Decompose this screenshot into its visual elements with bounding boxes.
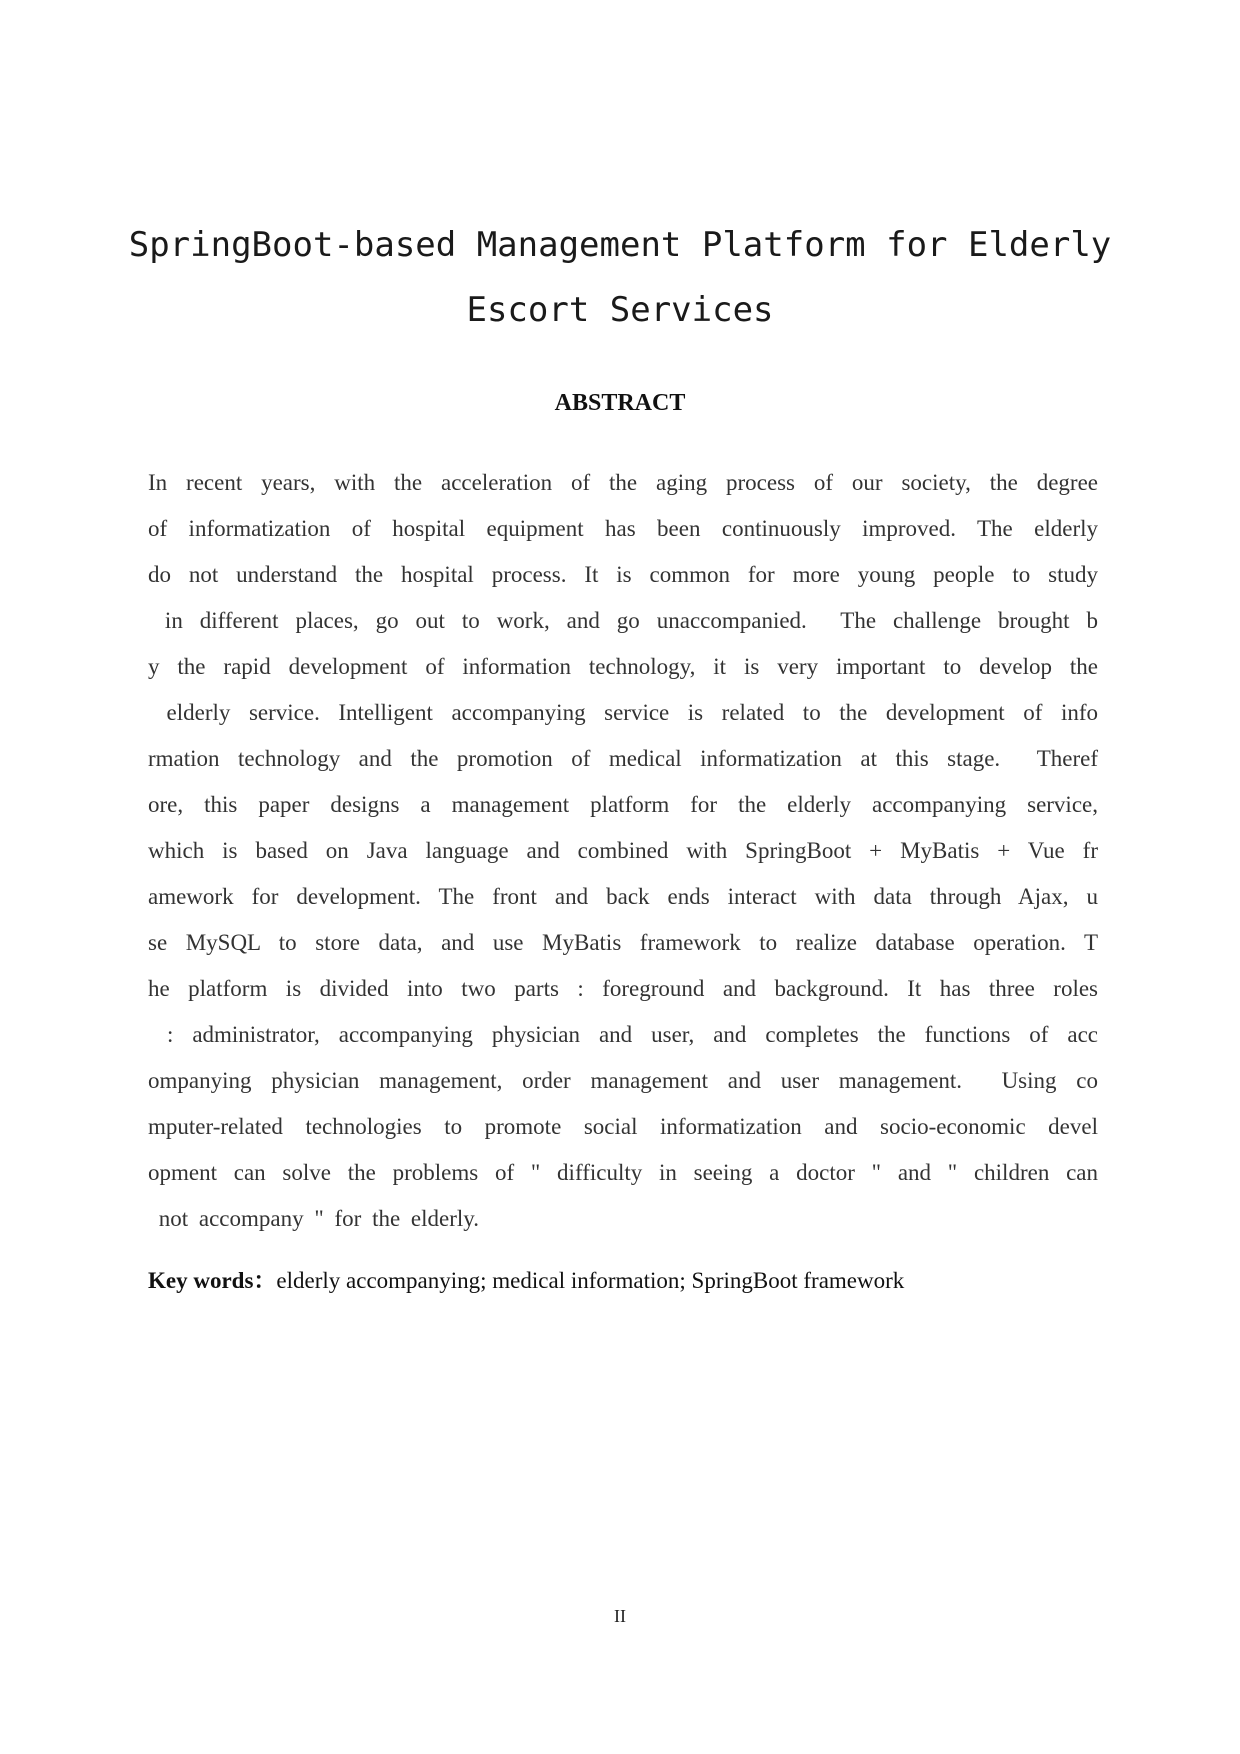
keywords-label: Key words： (148, 1268, 277, 1293)
abstract-line: : administrator, accompanying physician and user, and completes the functions of acc (148, 1022, 1098, 1047)
abstract-line: se MySQL to store data, and use MyBatis framework to realize database operation. T (148, 930, 1098, 955)
abstract-line: y the rapid development of information technology, it is very important to develop the (148, 654, 1098, 679)
abstract-line: not accompany " for the elderly. (148, 1206, 480, 1231)
abstract-line: ompanying physician management, order management and user management. Using co (148, 1068, 1098, 1093)
abstract-heading: ABSTRACT (554, 390, 686, 416)
abstract-line: he platform is divided into two parts : foreground and background. It has three roles (148, 976, 1098, 1001)
title-line-1: SpringBoot-based Management Platform for Elderly (128, 225, 1112, 265)
abstract-line: opment can solve the problems of " difficulty in seeing a doctor " and " children can (148, 1160, 1098, 1185)
page-number: II (614, 1606, 626, 1626)
abstract-line: do not understand the hospital process. It is common for more young people to study (148, 562, 1098, 587)
abstract-body (148, 460, 1098, 1242)
abstract-line: which is based on Java language and combined with SpringBoot + MyBatis + Vue fr (148, 838, 1098, 863)
keywords-value: elderly accompanying; medical information; SpringBoot framework (276, 1268, 905, 1293)
title-line-2: Escort Services (466, 290, 774, 330)
abstract-line: elderly service. Intelligent accompanying service is related to the development of info (148, 700, 1098, 725)
keywords (148, 1262, 1098, 1295)
abstract-line: rmation technology and the promotion of medical informatization at this stage. Theref (148, 746, 1098, 771)
abstract-line: In recent years, with the acceleration of the aging process of our society, the degree (148, 470, 1098, 495)
abstract-line: amework for development. The front and back ends interact with data through Ajax, u (148, 884, 1098, 909)
abstract-line: in different places, go out to work, and go unaccompanied. The challenge brought b (148, 608, 1098, 633)
abstract-line: mputer-related technologies to promote social informatization and socio-economic devel (148, 1114, 1098, 1139)
abstract-line: ore, this paper designs a management platform for the elderly accompanying service, (148, 792, 1098, 817)
abstract-line: of informatization of hospital equipment has been continuously improved. The elderly (148, 516, 1098, 541)
